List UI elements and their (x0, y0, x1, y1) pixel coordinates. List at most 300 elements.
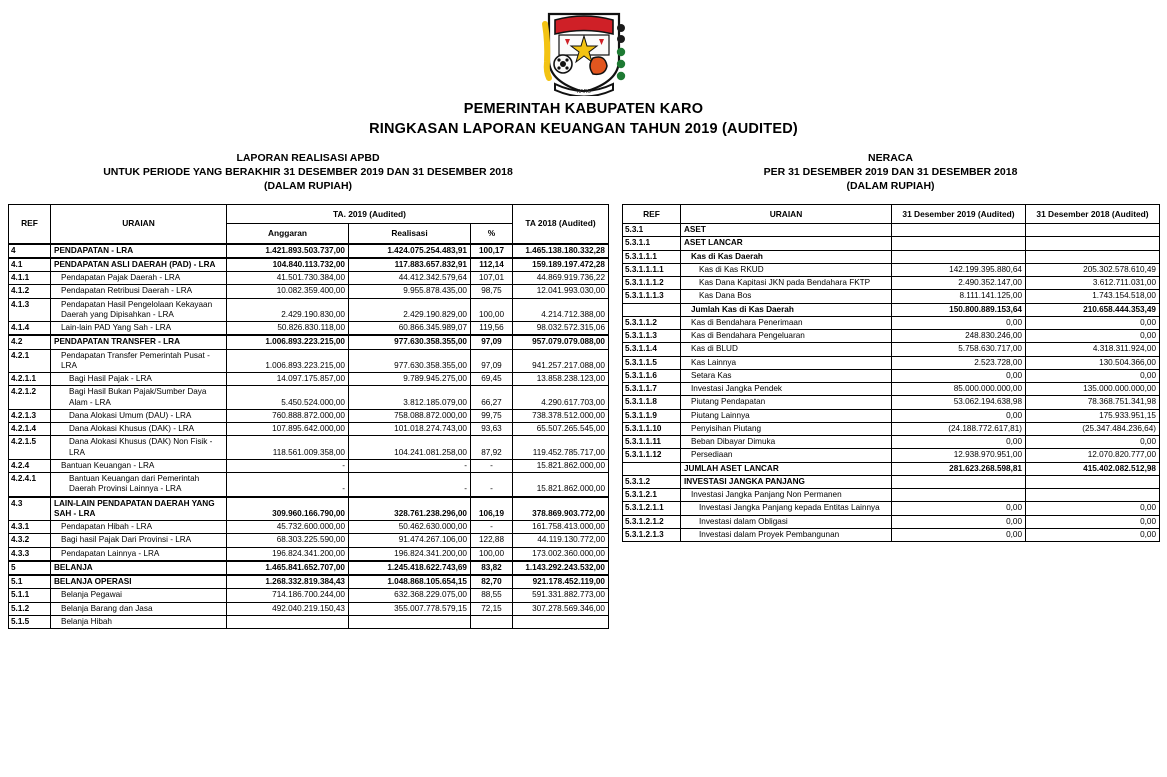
cell-persen: 82,70 (471, 575, 513, 589)
cell-anggaran: 14.097.175.857,00 (227, 373, 349, 386)
cell-uraian: Kas di Kas RKUD (681, 263, 892, 276)
cell-uraian: Pendapatan Transfer Pemerintah Pusat - LRA (51, 349, 227, 373)
cell-value-2018: 78.368.751.341,98 (1026, 396, 1160, 409)
cell-value-2018: 0,00 (1026, 330, 1160, 343)
cell-anggaran: 10.082.359.400,00 (227, 285, 349, 298)
left-title-line3: (DALAM RUPIAH) (263, 180, 353, 193)
cell-value-2018 (1026, 489, 1160, 502)
cell-uraian: Dana Alokasi Umum (DAU) - LRA (51, 409, 227, 422)
cell-value-2018: 4.318.311.924,00 (1026, 343, 1160, 356)
cell-realisasi: 1.048.868.105.654,15 (349, 575, 471, 589)
cell-realisasi: 104.241.081.258,00 (349, 436, 471, 460)
cell-realisasi-2018: 307.278.569.346,00 (513, 602, 609, 615)
cell-uraian: Beban Dibayar Dimuka (681, 436, 892, 449)
cell-uraian: Jumlah Kas di Kas Daerah (681, 303, 892, 316)
cell-uraian: Setara Kas (681, 369, 892, 382)
left-table-body (9, 244, 609, 629)
cell-persen: 72,15 (471, 602, 513, 615)
cell-ref: 4.3.3 (9, 547, 51, 561)
cell-uraian: PENDAPATAN TRANSFER - LRA (51, 335, 227, 349)
cell-anggaran: 492.040.219.150,43 (227, 602, 349, 615)
cell-ref: 5.1.2 (9, 602, 51, 615)
cell-realisasi: 9.789.945.275,00 (349, 373, 471, 386)
cell-persen: 98,75 (471, 285, 513, 298)
cell-value-2018: 415.402.082.512,98 (1026, 462, 1160, 475)
right-title-line3: (DALAM RUPIAH) (846, 180, 935, 193)
cell-realisasi-2018: 159.189.197.472,28 (513, 258, 609, 272)
cell-realisasi-2018: 957.079.079.088,00 (513, 335, 609, 349)
table-row (623, 449, 1160, 462)
cell-value-2019 (892, 489, 1026, 502)
cell-uraian: Belanja Barang dan Jasa (51, 602, 227, 615)
cell-uraian: Piutang Pendapatan (681, 396, 892, 409)
left-col-persen: % (471, 224, 513, 244)
cell-ref: 5.1 (9, 575, 51, 589)
cell-anggaran (227, 615, 349, 628)
cell-ref: 4.1.3 (9, 298, 51, 322)
table-row (9, 298, 609, 322)
cell-ref: 5.3.1.1 (623, 237, 681, 250)
table-row (623, 396, 1160, 409)
cell-uraian: JUMLAH ASET LANCAR (681, 462, 892, 475)
cell-ref: 5.3.1.2 (623, 475, 681, 488)
cell-ref: 4.1.4 (9, 322, 51, 336)
cell-value-2018: 0,00 (1026, 502, 1160, 515)
panels-container (0, 151, 1167, 629)
cell-anggaran: 1.421.893.503.737,00 (227, 244, 349, 258)
cell-value-2019: 8.111.141.125,00 (892, 290, 1026, 303)
cell-persen: 97,09 (471, 335, 513, 349)
table-row (9, 349, 609, 373)
cell-ref: 4.2.1.3 (9, 409, 51, 422)
cell-ref: 5.3.1.1.11 (623, 436, 681, 449)
table-row (623, 356, 1160, 369)
cell-value-2019: 5.758.630.717,00 (892, 343, 1026, 356)
cell-anggaran: 196.824.341.200,00 (227, 547, 349, 561)
cell-uraian: Dana Alokasi Khusus (DAK) - LRA (51, 423, 227, 436)
cell-anggaran: 1.268.332.819.384,43 (227, 575, 349, 589)
cell-anggaran: - (227, 473, 349, 497)
cell-uraian: Kas di Bendahara Pengeluaran (681, 330, 892, 343)
cell-ref: 4.2.1 (9, 349, 51, 373)
cell-persen: 66,27 (471, 386, 513, 410)
cell-realisasi: 60.866.345.989,07 (349, 322, 471, 336)
cell-anggaran: 1.006.893.223.215,00 (227, 349, 349, 373)
cell-anggaran: 107.895.642.000,00 (227, 423, 349, 436)
cell-anggaran: 1.465.841.652.707,00 (227, 561, 349, 575)
cell-value-2019: 0,00 (892, 409, 1026, 422)
table-row (9, 561, 609, 575)
cell-ref: 5.3.1.2.1.3 (623, 528, 681, 541)
cell-ref: 4.3.1 (9, 521, 51, 534)
cell-realisasi: 632.368.229.075,00 (349, 589, 471, 602)
cell-value-2018 (1026, 475, 1160, 488)
coat-of-arms-icon (541, 8, 627, 96)
cell-realisasi: 3.812.185.079,00 (349, 386, 471, 410)
cell-value-2019: 150.800.889.153,64 (892, 303, 1026, 316)
cell-uraian: Dana Alokasi Khusus (DAK) Non Fisik - LRA (51, 436, 227, 460)
cell-value-2018: 0,00 (1026, 528, 1160, 541)
cell-realisasi: - (349, 473, 471, 497)
cell-uraian: BELANJA (51, 561, 227, 575)
cell-realisasi (349, 615, 471, 628)
cell-ref: 5.3.1.1.2 (623, 316, 681, 329)
cell-realisasi: 1.424.075.254.483,91 (349, 244, 471, 258)
cell-value-2018: 12.070.820.777,00 (1026, 449, 1160, 462)
cell-uraian: Investasi Jangka Panjang kepada Entitas Lainnya (681, 502, 892, 515)
cell-ref: 5.3.1.1.3 (623, 330, 681, 343)
left-header-row-1 (9, 204, 609, 224)
cell-uraian: LAIN-LAIN PENDAPATAN DAERAH YANG SAH - LRA (51, 497, 227, 521)
cell-uraian: Penyisihan Piutang (681, 422, 892, 435)
table-row (623, 409, 1160, 422)
cell-anggaran: 760.888.872.000,00 (227, 409, 349, 422)
cell-realisasi-2018: 1.465.138.180.332,28 (513, 244, 609, 258)
cell-value-2018: 0,00 (1026, 515, 1160, 528)
cell-value-2019: 85.000.000.000,00 (892, 383, 1026, 396)
cell-anggaran: 104.840.113.732,00 (227, 258, 349, 272)
table-row (623, 237, 1160, 250)
cell-value-2019: 0,00 (892, 502, 1026, 515)
cell-ref: 5.3.1.1.9 (623, 409, 681, 422)
cell-ref: 4.2.4 (9, 459, 51, 472)
cell-ref: 4.2.1.2 (9, 386, 51, 410)
cell-ref: 4.2 (9, 335, 51, 349)
cell-value-2018: 0,00 (1026, 436, 1160, 449)
table-row (9, 386, 609, 410)
left-title-line2: UNTUK PERIODE YANG BERAKHIR 31 DESEMBER 2019 DAN 31 DESEMBER 2018 (103, 166, 513, 179)
cell-value-2019 (892, 224, 1026, 237)
cell-uraian: Lain-lain PAD Yang Sah - LRA (51, 322, 227, 336)
right-col-2019: 31 Desember 2019 (Audited) (892, 204, 1026, 224)
cell-ref: 5 (9, 561, 51, 575)
cell-anggaran: 2.429.190.830,00 (227, 298, 349, 322)
cell-realisasi-2018: 119.452.785.717,00 (513, 436, 609, 460)
cell-anggaran: 118.561.009.358,00 (227, 436, 349, 460)
left-table-head (9, 204, 609, 244)
cell-persen: 88,55 (471, 589, 513, 602)
cell-uraian: Persediaan (681, 449, 892, 462)
right-title-line1: NERACA (868, 152, 913, 165)
table-row (623, 330, 1160, 343)
cell-realisasi-2018: 44.119.130.772,00 (513, 534, 609, 547)
cell-realisasi-2018: 161.758.413.000,00 (513, 521, 609, 534)
table-row (9, 258, 609, 272)
cell-ref: 4.3 (9, 497, 51, 521)
cell-uraian: Bagi Hasil Bukan Pajak/Sumber Daya Alam - LRA (51, 386, 227, 410)
table-row (9, 322, 609, 336)
table-row (9, 335, 609, 349)
cell-realisasi: 1.245.418.622.743,69 (349, 561, 471, 575)
panel-laporan-realisasi-apbd (8, 151, 608, 629)
cell-uraian: Kas di BLUD (681, 343, 892, 356)
table-row (9, 244, 609, 258)
cell-ref: 4.3.2 (9, 534, 51, 547)
table-row (9, 272, 609, 285)
cell-ref: 5.3.1.2.1.1 (623, 502, 681, 515)
cell-uraian: Pendapatan Pajak Daerah - LRA (51, 272, 227, 285)
cell-ref: 5.3.1.1.6 (623, 369, 681, 382)
cell-realisasi: - (349, 459, 471, 472)
cell-uraian: Bagi Hasil Pajak - LRA (51, 373, 227, 386)
cell-realisasi-2018: 378.869.903.772,00 (513, 497, 609, 521)
cell-uraian: Investasi dalam Obligasi (681, 515, 892, 528)
cell-value-2019: 0,00 (892, 369, 1026, 382)
right-header-row (623, 204, 1160, 224)
cell-realisasi-2018: 44.869.919.736,22 (513, 272, 609, 285)
cell-uraian: Kas Dana Kapitasi JKN pada Bendahara FKTP (681, 277, 892, 290)
table-row (9, 602, 609, 615)
cell-realisasi: 355.007.778.579,15 (349, 602, 471, 615)
table-row (623, 422, 1160, 435)
cell-ref: 5.3.1.1.10 (623, 422, 681, 435)
cell-realisasi: 758.088.872.000,00 (349, 409, 471, 422)
cell-uraian: Investasi dalam Proyek Pembangunan (681, 528, 892, 541)
right-panel-heading (622, 151, 1159, 194)
left-col-ref: REF (9, 204, 51, 244)
table-row (623, 250, 1160, 263)
cell-persen: 107,01 (471, 272, 513, 285)
table-row (9, 373, 609, 386)
table-row (9, 575, 609, 589)
cell-realisasi: 117.883.657.832,91 (349, 258, 471, 272)
cell-uraian: Bantuan Keuangan dari Pemerintah Daerah Provinsi Lainnya - LRA (51, 473, 227, 497)
cell-value-2019: 142.199.395.880,64 (892, 263, 1026, 276)
cell-value-2019: 0,00 (892, 528, 1026, 541)
cell-ref: 5.3.1.1.1.1 (623, 263, 681, 276)
cell-persen: 83,82 (471, 561, 513, 575)
table-row (9, 589, 609, 602)
left-col-anggaran: Anggaran (227, 224, 349, 244)
cell-ref: 5.1.1 (9, 589, 51, 602)
cell-uraian: INVESTASI JANGKA PANJANG (681, 475, 892, 488)
table-row (9, 409, 609, 422)
cell-persen: 122,88 (471, 534, 513, 547)
cell-realisasi-2018: 921.178.452.119,00 (513, 575, 609, 589)
cell-ref: 4.2.1.4 (9, 423, 51, 436)
left-colgroup-2018: TA 2018 (Audited) (513, 204, 609, 244)
table-row (623, 462, 1160, 475)
cell-anggaran: 309.960.166.790,00 (227, 497, 349, 521)
table-row (623, 224, 1160, 237)
cell-value-2018: (25.347.484.236,64) (1026, 422, 1160, 435)
cell-realisasi-2018: 13.858.238.123,00 (513, 373, 609, 386)
table-row (623, 263, 1160, 276)
cell-ref (623, 303, 681, 316)
cell-value-2018 (1026, 237, 1160, 250)
cell-realisasi-2018: 98.032.572.315,06 (513, 322, 609, 336)
cell-ref: 5.3.1.2.1 (623, 489, 681, 502)
cell-value-2018: 205.302.578.610,49 (1026, 263, 1160, 276)
cell-uraian: PENDAPATAN ASLI DAERAH (PAD) - LRA (51, 258, 227, 272)
cell-ref: 4 (9, 244, 51, 258)
cell-uraian: Bantuan Keuangan - LRA (51, 459, 227, 472)
cell-value-2018: 3.612.711.031,00 (1026, 277, 1160, 290)
cell-uraian: Pendapatan Hasil Pengelolaan Kekayaan Daerah yang Dipisahkan - LRA (51, 298, 227, 322)
cell-uraian: Pendapatan Hibah - LRA (51, 521, 227, 534)
cell-ref: 5.3.1 (623, 224, 681, 237)
cell-persen: 106,19 (471, 497, 513, 521)
cell-realisasi-2018: 1.143.292.243.532,00 (513, 561, 609, 575)
cell-ref: 5.3.1.1.1.2 (623, 277, 681, 290)
cell-value-2018 (1026, 250, 1160, 263)
cell-anggaran: 1.006.893.223.215,00 (227, 335, 349, 349)
cell-uraian: Pendapatan Lainnya - LRA (51, 547, 227, 561)
panel-neraca (622, 151, 1159, 542)
right-col-ref: REF (623, 204, 681, 224)
table-row (9, 497, 609, 521)
table-row (9, 615, 609, 628)
table-row (9, 423, 609, 436)
cell-ref: 4.1 (9, 258, 51, 272)
right-table-body (623, 224, 1160, 542)
table-row (623, 502, 1160, 515)
right-table-head (623, 204, 1160, 224)
cell-value-2018: 0,00 (1026, 316, 1160, 329)
cell-persen: 69,45 (471, 373, 513, 386)
cell-persen: 100,17 (471, 244, 513, 258)
cell-uraian: Investasi Jangka Pendek (681, 383, 892, 396)
cell-value-2019: 281.623.268.598,81 (892, 462, 1026, 475)
cell-realisasi: 91.474.267.106,00 (349, 534, 471, 547)
cell-value-2019: 248.830.246,00 (892, 330, 1026, 343)
table-row (9, 436, 609, 460)
table-row (623, 303, 1160, 316)
table-laporan-realisasi-apbd (8, 204, 609, 630)
cell-ref: 5.3.1.1.1.3 (623, 290, 681, 303)
right-title-line2: PER 31 DESEMBER 2019 DAN 31 DESEMBER 2018 (763, 166, 1018, 179)
cell-value-2019: 12.938.970.951,00 (892, 449, 1026, 462)
cell-ref: 5.3.1.2.1.2 (623, 515, 681, 528)
cell-realisasi: 977.630.358.355,00 (349, 335, 471, 349)
right-col-uraian: URAIAN (681, 204, 892, 224)
cell-realisasi-2018: 173.002.360.000,00 (513, 547, 609, 561)
table-row (623, 383, 1160, 396)
cell-value-2019: 0,00 (892, 515, 1026, 528)
document-header (0, 0, 1167, 139)
cell-ref: 5.3.1.1.4 (623, 343, 681, 356)
cell-realisasi-2018: 4.290.617.703,00 (513, 386, 609, 410)
cell-value-2019 (892, 475, 1026, 488)
table-row (623, 436, 1160, 449)
cell-ref (623, 462, 681, 475)
organization-title: PEMERINTAH KABUPATEN KARO (463, 101, 704, 117)
cell-persen: 93,63 (471, 423, 513, 436)
cell-ref: 5.3.1.1.1 (623, 250, 681, 263)
cell-value-2018: 210.658.444.353,49 (1026, 303, 1160, 316)
svg-text:KARO: KARO (576, 89, 591, 95)
right-col-2018: 31 Desember 2018 (Audited) (1026, 204, 1160, 224)
table-row (623, 290, 1160, 303)
cell-ref: 4.1.2 (9, 285, 51, 298)
cell-persen: 97,09 (471, 349, 513, 373)
cell-anggaran: 41.501.730.384,00 (227, 272, 349, 285)
cell-realisasi-2018 (513, 615, 609, 628)
table-row (9, 547, 609, 561)
cell-value-2019 (892, 237, 1026, 250)
cell-uraian: ASET (681, 224, 892, 237)
cell-value-2019: 2.523.728,00 (892, 356, 1026, 369)
cell-ref: 5.3.1.1.12 (623, 449, 681, 462)
cell-realisasi-2018: 738.378.512.000,00 (513, 409, 609, 422)
table-row (9, 534, 609, 547)
cell-persen: 99,75 (471, 409, 513, 422)
table-row (623, 489, 1160, 502)
cell-uraian: PENDAPATAN - LRA (51, 244, 227, 258)
left-col-realisasi: Realisasi (349, 224, 471, 244)
cell-uraian: Pendapatan Retribusi Daerah - LRA (51, 285, 227, 298)
cell-uraian: Belanja Pegawai (51, 589, 227, 602)
cell-value-2019: 0,00 (892, 316, 1026, 329)
cell-realisasi-2018: 4.214.712.388,00 (513, 298, 609, 322)
cell-ref: 5.3.1.1.8 (623, 396, 681, 409)
cell-realisasi-2018: 65.507.265.545,00 (513, 423, 609, 436)
table-row (9, 521, 609, 534)
cell-uraian: Piutang Lainnya (681, 409, 892, 422)
table-row (623, 369, 1160, 382)
cell-ref: 4.1.1 (9, 272, 51, 285)
cell-realisasi-2018: 591.331.882.773,00 (513, 589, 609, 602)
cell-uraian: Kas di Bendahara Penerimaan (681, 316, 892, 329)
cell-uraian: Investasi Jangka Panjang Non Permanen (681, 489, 892, 502)
cell-ref: 5.3.1.1.7 (623, 383, 681, 396)
cell-realisasi: 50.462.630.000,00 (349, 521, 471, 534)
cell-persen: 119,56 (471, 322, 513, 336)
cell-anggaran: 68.303.225.590,00 (227, 534, 349, 547)
cell-realisasi: 2.429.190.829,00 (349, 298, 471, 322)
cell-ref: 4.2.4.1 (9, 473, 51, 497)
cell-persen (471, 615, 513, 628)
cell-realisasi: 44.412.342.579,64 (349, 272, 471, 285)
cell-uraian: Kas Dana Bos (681, 290, 892, 303)
table-row (623, 316, 1160, 329)
cell-anggaran: 45.732.600.000,00 (227, 521, 349, 534)
cell-persen: 87,92 (471, 436, 513, 460)
cell-persen: - (471, 521, 513, 534)
cell-value-2019: (24.188.772.617,81) (892, 422, 1026, 435)
cell-anggaran: - (227, 459, 349, 472)
cell-uraian: Bagi hasil Pajak Dari Provinsi - LRA (51, 534, 227, 547)
cell-realisasi: 977.630.358.355,00 (349, 349, 471, 373)
left-col-uraian: URAIAN (51, 204, 227, 244)
table-row (623, 475, 1160, 488)
cell-value-2018: 175.933.951,15 (1026, 409, 1160, 422)
cell-persen: 112,14 (471, 258, 513, 272)
cell-ref: 5.1.5 (9, 615, 51, 628)
cell-persen: - (471, 473, 513, 497)
left-panel-heading (8, 151, 608, 194)
cell-uraian: Kas di Kas Daerah (681, 250, 892, 263)
cell-value-2019: 2.490.352.147,00 (892, 277, 1026, 290)
cell-persen: - (471, 459, 513, 472)
cell-value-2018: 1.743.154.518,00 (1026, 290, 1160, 303)
table-row (9, 473, 609, 497)
cell-realisasi-2018: 15.821.862.000,00 (513, 459, 609, 472)
table-row (9, 459, 609, 472)
cell-ref: 4.2.1.5 (9, 436, 51, 460)
cell-realisasi-2018: 12.041.993.030,00 (513, 285, 609, 298)
cell-realisasi: 9.955.878.435,00 (349, 285, 471, 298)
table-row (623, 343, 1160, 356)
cell-anggaran: 5.450.524.000,00 (227, 386, 349, 410)
cell-realisasi: 196.824.341.200,00 (349, 547, 471, 561)
cell-anggaran: 50.826.830.118,00 (227, 322, 349, 336)
document-subtitle: RINGKASAN LAPORAN KEUANGAN TAHUN 2019 (AUDITED) (369, 120, 798, 137)
cell-persen: 100,00 (471, 298, 513, 322)
cell-anggaran: 714.186.700.244,00 (227, 589, 349, 602)
left-title-line1: LAPORAN REALISASI APBD (236, 152, 380, 165)
cell-value-2019: 53.062.194.638,98 (892, 396, 1026, 409)
